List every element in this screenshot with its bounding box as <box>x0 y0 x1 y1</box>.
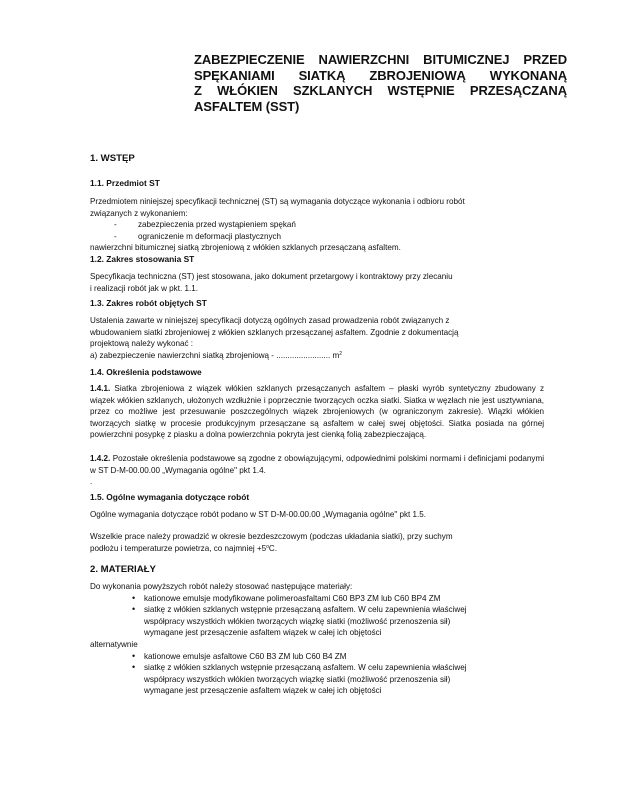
section-1-4-2-paragraph <box>90 453 544 476</box>
list-item <box>90 593 544 605</box>
bullet: • <box>132 592 136 603</box>
paragraph-line: Wszelkie prace należy prowadzić w okresie bezdeszczowym (podczas układania siatki), przy suchym <box>90 532 453 541</box>
list-item <box>90 651 544 663</box>
stray-dot: . <box>90 477 93 486</box>
list-item <box>90 662 544 697</box>
scope-item: a) zabezpieczenie nawierzchni siatką zbrojeniową - ........................ m <box>90 350 340 360</box>
list-item <box>90 231 544 243</box>
list-item-text: kationowe emulsje asfaltowe C60 B3 ZM lub C60 B4 ZM <box>144 651 347 661</box>
paragraph-line: alternatywnie <box>90 639 138 649</box>
section-2-heading: 2. MATERIAŁY <box>90 564 156 575</box>
section-1-4-1-paragraph <box>90 383 544 441</box>
paragraph-text: C. <box>268 543 278 553</box>
list-item-line: siatkę z włókien szklanych wstępnie przesączaną asfaltem. W celu zapewnienia właściwej <box>144 663 467 673</box>
paragraph-text: Pozostałe określenia podstawowe są zgodne z obowiązującymi, odpowiednimi polskimi normami i definicjami podanymi w ST D-M-00.00.00 „Wymagania ogólne" pkt 1.4. <box>90 454 544 475</box>
section-1-heading: 1. WSTĘP <box>90 153 135 164</box>
paragraph-line: Przedmiotem niniejszej specyfikacji technicznej (ST) są wymagania dotyczące wykonania i odbioru robót <box>90 197 465 206</box>
degree-superscript: o <box>266 543 269 550</box>
section-1-5-heading: 1.5. Ogólne wymagania dotyczące robót <box>90 492 250 502</box>
section-1-1-heading: 1.1. Przedmiot ST <box>90 178 160 188</box>
paragraph-line: Do wykonania powyższych robót należy stosować następujące materiały: <box>90 582 353 591</box>
unit-superscript: 2 <box>339 350 342 357</box>
title-line-2: SPĘKANIAMI SIATKĄ ZBROJENIOWĄ WYKONANĄ <box>194 67 567 83</box>
document-title <box>194 52 567 114</box>
title-line-4: ASFALTEM (SST) <box>194 98 300 114</box>
section-1-3-heading: 1.3. Zakres robót objętych ST <box>90 298 207 308</box>
list-item-text: ograniczenie m deformacji plastycznych <box>138 231 282 241</box>
paragraph-text: podłożu i temperaturze powietrza, co najmniej +5 <box>90 543 267 553</box>
paragraph-line: związanych z wykonaniem: <box>90 208 188 218</box>
paragraph-number: 1.4.2. <box>90 454 111 463</box>
paragraph-line <box>90 350 544 362</box>
dash: - <box>114 231 117 241</box>
list-item-line: siatkę z włókien szklanych wstępnie przesączaną asfaltem. W celu zapewnienia właściwej <box>144 605 467 615</box>
paragraph-line: Ustalenia zawarte w niniejszej specyfikacji dotyczą ogólnych zasad prowadzenia robót związanych z <box>90 316 450 325</box>
paragraph-line: projektową należy wykonać : <box>90 339 194 349</box>
list-item-line: wymagane jest przesączenie asfaltem wiązek w całej ich objętości <box>144 628 382 638</box>
list-item-line: współpracy wszystkich włókien tworzących wiązkę siatki (możliwość przenoszenia sił) <box>144 616 451 626</box>
paragraph-number: 1.4.1. <box>90 384 111 393</box>
paragraph-line: nawierzchni bitumicznej siatką zbrojeniową z włókien szklanych przesączaną asfaltem. <box>90 243 401 253</box>
bullet: • <box>132 650 136 661</box>
paragraph-text: Siatka zbrojeniowa z wiązek włókien szklanych przesączanych asfaltem – płaski wyrób syntetyczny zbudowany z wiązek włókien szklanych, ułożonych wzdłużnie i poprzecznie tworzących oczka siatki. Siatka w węzłach nie jest usztywniana, przez co możliwe jest przesuwanie poszczególnych wiązek zbrojeniowych (w ograniczonym zakresie). Wiązki włókien tworzących siatkę w procesie produkcyjnym przesączane są asfaltem w całej swej objętości. Siatka posiada na górnej powierzchni posypkę z piasku a dolna powierzchnia pokryta jest cienką folią zabezpieczającą. <box>90 384 544 440</box>
bullet: • <box>132 604 136 615</box>
list-item <box>90 219 544 231</box>
bullet: • <box>132 662 136 673</box>
list-item-text: kationowe emulsje modyfikowane polimeroasfaltami C60 BP3 ZM lub C60 BP4 ZM <box>144 593 441 603</box>
title-line-1: ZABEZPIECZENIE NAWIERZCHNI BITUMICZNEJ PRZED <box>194 52 567 67</box>
paragraph-line <box>90 543 544 555</box>
section-1-3-body <box>90 315 544 361</box>
section-1-2-body <box>90 271 544 294</box>
list-item <box>90 604 544 639</box>
list-item-line: wymagane jest przesączenie asfaltem wiązek w całej ich objętości <box>144 686 382 696</box>
paragraph-line: Specyfikacja techniczna (ST) jest stosowana, jako dokument przetargowy i kontraktowy przy zlecaniu <box>90 272 453 281</box>
list-item-text: zabezpieczenia przed wystąpieniem spękań <box>138 220 296 230</box>
dash: - <box>114 220 117 230</box>
paragraph-line: wbudowaniem siatki zbrojeniowej z włókien szklanych przesączanej asfaltem. Zgodnie z dokumentacją <box>90 327 459 337</box>
list-item-line: współpracy wszystkich włókien tworzących wiązkę siatki (możliwość przenoszenia sił) <box>144 674 451 684</box>
section-1-2-heading: 1.2. Zakres stosowania ST <box>90 254 195 264</box>
section-1-1-body <box>90 196 544 254</box>
title-line-3: Z WŁÓKIEN SZKLANYCH WSTĘPNIE PRZESĄCZANĄ <box>194 83 567 98</box>
section-2-body <box>90 581 544 697</box>
section-1-5-line: Ogólne wymagania dotyczące robót podano w ST D-M-00.00.00 „Wymagania ogólne" pkt 1.5. <box>90 510 427 519</box>
section-1-5-paragraph <box>90 531 544 554</box>
section-1-4-heading: 1.4. Określenia podstawowe <box>90 367 202 377</box>
paragraph-line: i realizacji robót jak w pkt. 1.1. <box>90 283 198 293</box>
